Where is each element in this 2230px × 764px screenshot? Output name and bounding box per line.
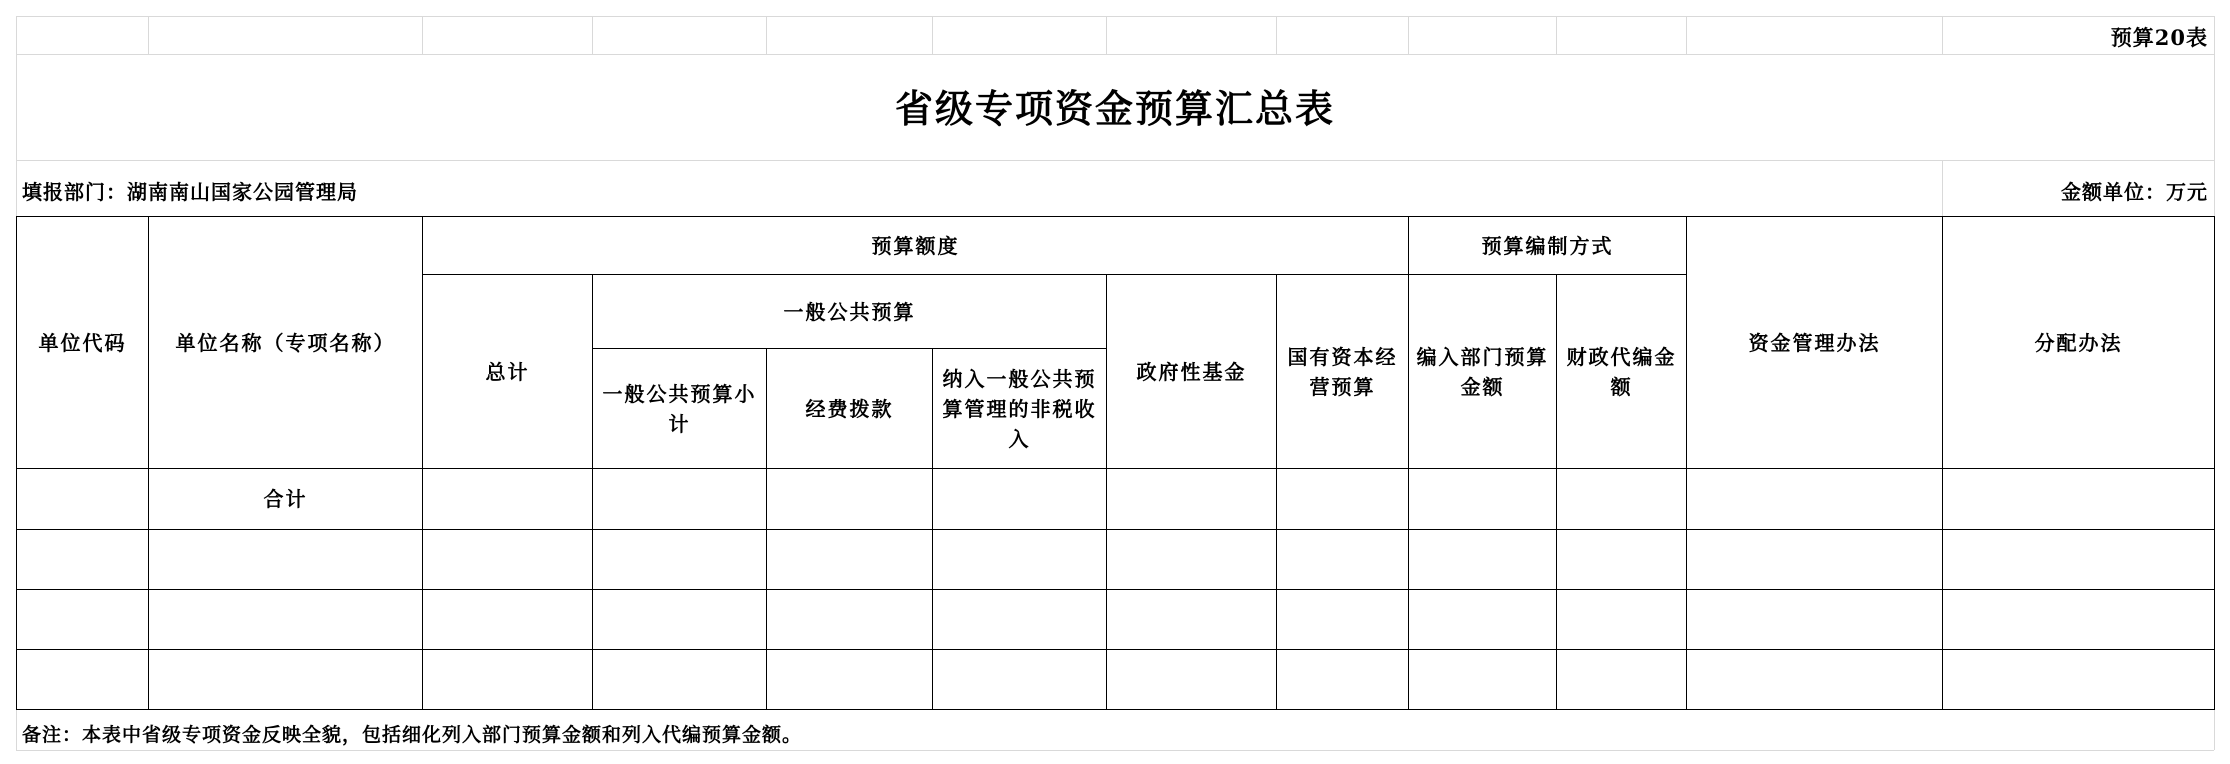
- cell: [1557, 529, 1687, 589]
- gridline: [16, 160, 2214, 161]
- amount-unit: 金额单位：万元: [2061, 180, 2208, 204]
- gridline: [1942, 16, 1943, 54]
- cell: [767, 469, 933, 529]
- cell: [1409, 649, 1557, 709]
- cell: [423, 589, 593, 649]
- cell: [1107, 529, 1277, 589]
- cell: [767, 529, 933, 589]
- header-general-subtotal: 一般公共预算小计: [593, 349, 767, 469]
- header-unit-code: 单位代码: [17, 217, 149, 469]
- cell: [933, 529, 1107, 589]
- cell: [1409, 529, 1557, 589]
- gridline: [16, 16, 2214, 17]
- cell: [423, 469, 593, 529]
- gridline: [592, 16, 593, 54]
- gridline: [422, 16, 423, 54]
- cell: [1107, 589, 1277, 649]
- header-unit-name: 单位名称（专项名称）: [149, 217, 423, 469]
- footnote: 备注：本表中省级专项资金反映全貌，包括细化列入部门预算金额和列入代编预算金额。: [22, 724, 803, 746]
- gridline: [766, 16, 767, 54]
- cell: [933, 469, 1107, 529]
- cell-unit-code: [17, 649, 149, 709]
- cell: [1687, 649, 1943, 709]
- cell-unit-code: [17, 589, 149, 649]
- cell: [1943, 649, 2215, 709]
- gridline: [1408, 16, 1409, 54]
- gridline: [16, 54, 2214, 55]
- cell: [1687, 469, 1943, 529]
- form-number: 预算20表: [2110, 25, 2208, 50]
- header-department-budget: 编入部门预算金额: [1409, 275, 1557, 469]
- cell: [593, 589, 767, 649]
- header-general-public-budget: 一般公共预算: [593, 275, 1107, 349]
- cell: [933, 589, 1107, 649]
- cell: [1409, 469, 1557, 529]
- cell: [1409, 589, 1557, 649]
- gridline: [148, 16, 149, 54]
- gridline: [1106, 16, 1107, 54]
- header-total: 总计: [423, 275, 593, 469]
- header-government-fund: 政府性基金: [1107, 275, 1277, 469]
- cell: [1687, 589, 1943, 649]
- cell-unit-name: [149, 529, 423, 589]
- cell: [593, 469, 767, 529]
- header-state-capital: 国有资本经营预算: [1277, 275, 1409, 469]
- gridline: [1942, 160, 1943, 216]
- cell: [1277, 649, 1409, 709]
- cell: [1943, 589, 2215, 649]
- table-row: [17, 469, 2215, 529]
- cell-unit-code: [17, 529, 149, 589]
- header-compilation-method: 预算编制方式: [1409, 217, 1687, 275]
- gridline: [1276, 16, 1277, 54]
- cell: [593, 649, 767, 709]
- cell-unit-name: 合计: [149, 469, 423, 529]
- cell: [1557, 589, 1687, 649]
- gridline: [16, 750, 2214, 751]
- cell: [1943, 469, 2215, 529]
- cell: [1107, 469, 1277, 529]
- header-budget-amount: 预算额度: [423, 217, 1409, 275]
- budget-summary-table: [16, 216, 2215, 710]
- cell: [423, 649, 593, 709]
- cell: [593, 529, 767, 589]
- cell: [767, 649, 933, 709]
- cell: [423, 529, 593, 589]
- gridline: [1556, 16, 1557, 54]
- header-finance-budget: 财政代编金额: [1557, 275, 1687, 469]
- cell-unit-name: [149, 589, 423, 649]
- cell: [1557, 469, 1687, 529]
- cell: [1277, 529, 1409, 589]
- table-row: [17, 649, 2215, 709]
- cell-unit-code: [17, 469, 149, 529]
- header-allocation-method: 分配办法: [1943, 217, 2215, 469]
- table-row: [17, 589, 2215, 649]
- cell: [767, 589, 933, 649]
- cell: [1277, 589, 1409, 649]
- cell: [1107, 649, 1277, 709]
- header-fund-management: 资金管理办法: [1687, 217, 1943, 469]
- header-nontax-income: 纳入一般公共预算管理的非税收入: [933, 349, 1107, 469]
- reporting-department: 填报部门：湖南南山国家公园管理局: [22, 180, 358, 204]
- cell: [1277, 469, 1409, 529]
- cell: [1943, 529, 2215, 589]
- page-title: 省级专项资金预算汇总表: [894, 86, 1335, 131]
- table-row: [17, 529, 2215, 589]
- cell: [1687, 529, 1943, 589]
- header-row-1: [17, 217, 2215, 275]
- gridline: [932, 16, 933, 54]
- gridline: [1686, 16, 1687, 54]
- cell-unit-name: [149, 649, 423, 709]
- cell: [1557, 649, 1687, 709]
- header-appropriation: 经费拨款: [767, 349, 933, 469]
- cell: [933, 649, 1107, 709]
